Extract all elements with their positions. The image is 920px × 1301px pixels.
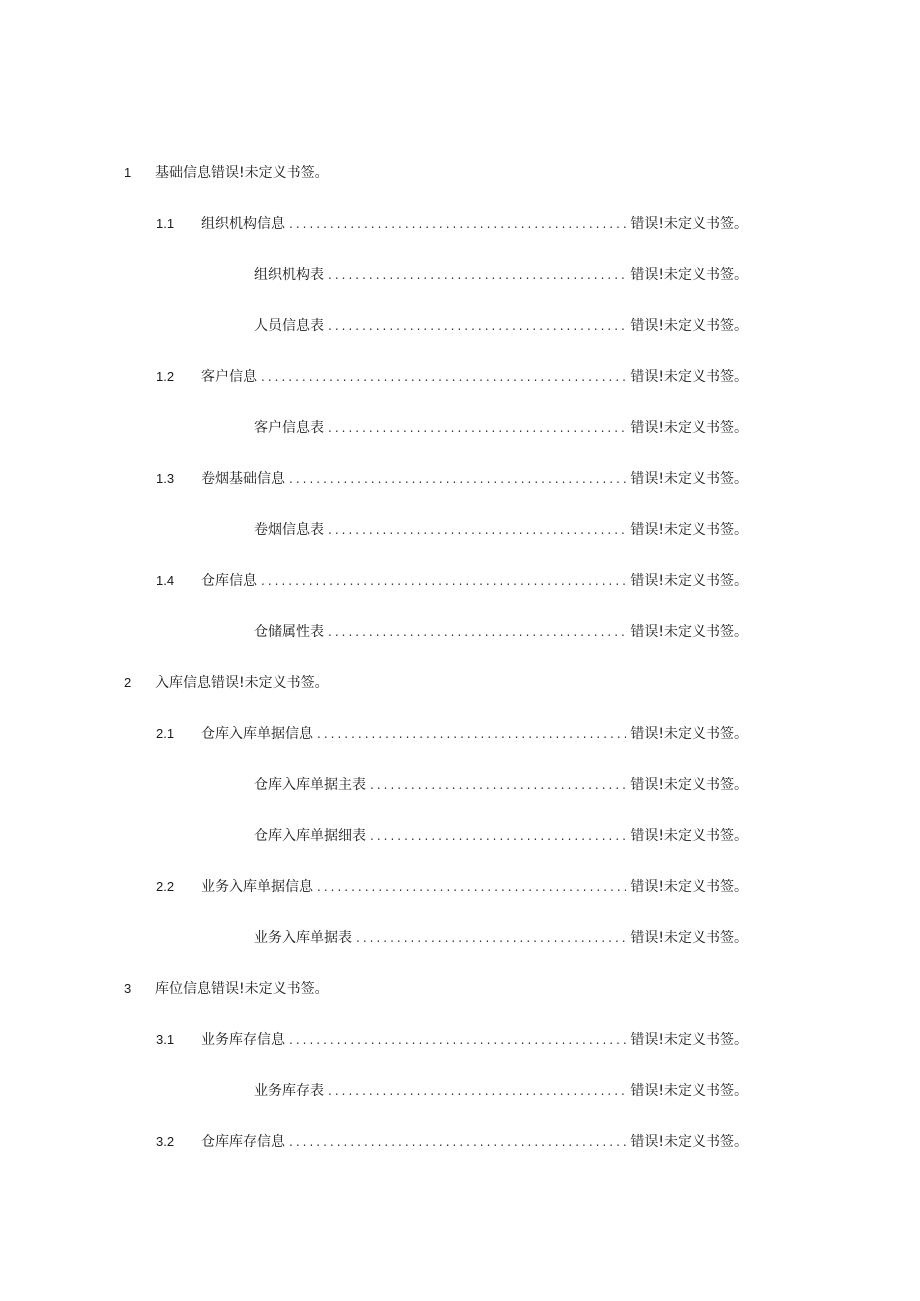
toc-entry-title: 业务入库单据信息 xyxy=(201,879,313,895)
toc-entry-title: 业务库存信息 xyxy=(201,1032,285,1048)
toc-entry[interactable] xyxy=(156,467,748,491)
toc-dot-leader xyxy=(289,1028,626,1052)
toc-entry[interactable] xyxy=(156,773,748,797)
toc-dot-leader xyxy=(317,875,626,899)
toc-entry-number: 1.1 xyxy=(156,216,175,231)
toc-entry-number: 3.1 xyxy=(156,1032,175,1047)
toc-dot-leader xyxy=(261,365,626,389)
toc-entry-page-ref: 错误!未定义书签。 xyxy=(630,624,748,640)
toc-dot-leader xyxy=(289,467,626,491)
toc-dot-leader xyxy=(328,1079,626,1103)
toc-entry-title: 业务入库单据表 xyxy=(254,930,352,946)
toc-entry-page-ref: 错误!未定义书签。 xyxy=(630,1134,748,1150)
toc-entry-title: 卷烟信息表 xyxy=(254,522,324,538)
toc-entry-page-ref: 错误!未定义书签。 xyxy=(630,522,748,538)
toc-entry-title: 业务库存表 xyxy=(254,1083,324,1099)
toc-dot-leader xyxy=(328,518,626,542)
toc-dot-leader xyxy=(370,824,626,848)
toc-entry[interactable] xyxy=(156,1028,748,1052)
toc-entry-page-ref: 错误!未定义书签。 xyxy=(630,726,748,742)
toc-entry[interactable] xyxy=(156,620,748,644)
toc-dot-leader xyxy=(289,1130,626,1154)
toc-entry-title: 仓库入库单据细表 xyxy=(254,828,366,844)
toc-entry-page-ref: 错误!未定义书签。 xyxy=(630,267,748,283)
toc-entry-title: 仓库入库单据主表 xyxy=(254,777,366,793)
toc-entry-number: 2.2 xyxy=(156,879,175,894)
toc-entry-page-ref: 错误!未定义书签。 xyxy=(630,828,748,844)
toc-entry-title: 卷烟基础信息 xyxy=(201,471,285,487)
toc-dot-leader xyxy=(356,926,626,950)
toc-entry-page-ref: 错误!未定义书签。 xyxy=(630,777,748,793)
toc-entry-number: 2 xyxy=(124,675,132,690)
toc-dot-leader xyxy=(328,620,626,644)
toc-entry-page-ref: 错误!未定义书签。 xyxy=(630,369,748,385)
toc-dot-leader xyxy=(328,314,626,338)
toc-entry-title: 仓库库存信息 xyxy=(201,1134,285,1150)
toc-entry-number: 1.3 xyxy=(156,471,175,486)
toc-dot-leader xyxy=(317,722,626,746)
toc-entry-title: 入库信息 xyxy=(155,675,211,691)
toc-dot-leader xyxy=(328,416,626,440)
toc-entry-number: 2.1 xyxy=(156,726,175,741)
toc-entry-number: 1.2 xyxy=(156,369,175,384)
toc-entry[interactable] xyxy=(124,161,748,185)
toc-dot-leader xyxy=(289,212,626,236)
toc-entry[interactable] xyxy=(124,977,748,1001)
toc-entry-number: 3 xyxy=(124,981,132,996)
toc-entry-page-ref: 错误!未定义书签。 xyxy=(211,165,329,181)
toc-entry-number: 1.4 xyxy=(156,573,175,588)
toc-entry-page-ref: 错误!未定义书签。 xyxy=(630,420,748,436)
toc-entry[interactable] xyxy=(156,212,748,236)
toc-entry[interactable] xyxy=(156,569,748,593)
toc-entry-page-ref: 错误!未定义书签。 xyxy=(211,675,329,691)
toc-entry-page-ref: 错误!未定义书签。 xyxy=(630,573,748,589)
toc-dot-leader xyxy=(261,569,626,593)
toc-entry-page-ref: 错误!未定义书签。 xyxy=(630,930,748,946)
toc-entry-title: 基础信息 xyxy=(155,165,211,181)
toc-entry-title: 客户信息表 xyxy=(254,420,324,436)
toc-dot-leader xyxy=(370,773,626,797)
toc-entry[interactable] xyxy=(156,824,748,848)
toc-entry-title: 组织机构信息 xyxy=(201,216,285,232)
toc-entry[interactable] xyxy=(156,1079,748,1103)
toc-entry[interactable] xyxy=(156,722,748,746)
toc-entry-page-ref: 错误!未定义书签。 xyxy=(630,471,748,487)
toc-entry-page-ref: 错误!未定义书签。 xyxy=(630,879,748,895)
toc-entry-page-ref: 错误!未定义书签。 xyxy=(630,318,748,334)
toc-entry-number: 3.2 xyxy=(156,1134,175,1149)
toc-entry-title: 仓库信息 xyxy=(201,573,257,589)
toc-entry-number: 1 xyxy=(124,165,132,180)
toc-entry-title: 人员信息表 xyxy=(254,318,324,334)
toc-entry[interactable] xyxy=(156,314,748,338)
toc-entry-page-ref: 错误!未定义书签。 xyxy=(630,1032,748,1048)
toc-entry[interactable] xyxy=(156,365,748,389)
toc-entry[interactable] xyxy=(156,416,748,440)
toc-entry-title: 客户信息 xyxy=(201,369,257,385)
toc-entry-title: 组织机构表 xyxy=(254,267,324,283)
toc-entry[interactable] xyxy=(156,926,748,950)
toc-entry-page-ref: 错误!未定义书签。 xyxy=(630,1083,748,1099)
toc-entry-title: 仓库入库单据信息 xyxy=(201,726,313,742)
toc-entry[interactable] xyxy=(156,875,748,899)
toc-entry[interactable] xyxy=(156,518,748,542)
toc-entry-page-ref: 错误!未定义书签。 xyxy=(211,981,329,997)
toc-entry-page-ref: 错误!未定义书签。 xyxy=(630,216,748,232)
toc-dot-leader xyxy=(328,263,626,287)
toc-entry-title: 仓储属性表 xyxy=(254,624,324,640)
toc-entry-title: 库位信息 xyxy=(155,981,211,997)
toc-entry[interactable] xyxy=(156,263,748,287)
toc-entry[interactable] xyxy=(124,671,748,695)
toc-entry[interactable] xyxy=(156,1130,748,1154)
